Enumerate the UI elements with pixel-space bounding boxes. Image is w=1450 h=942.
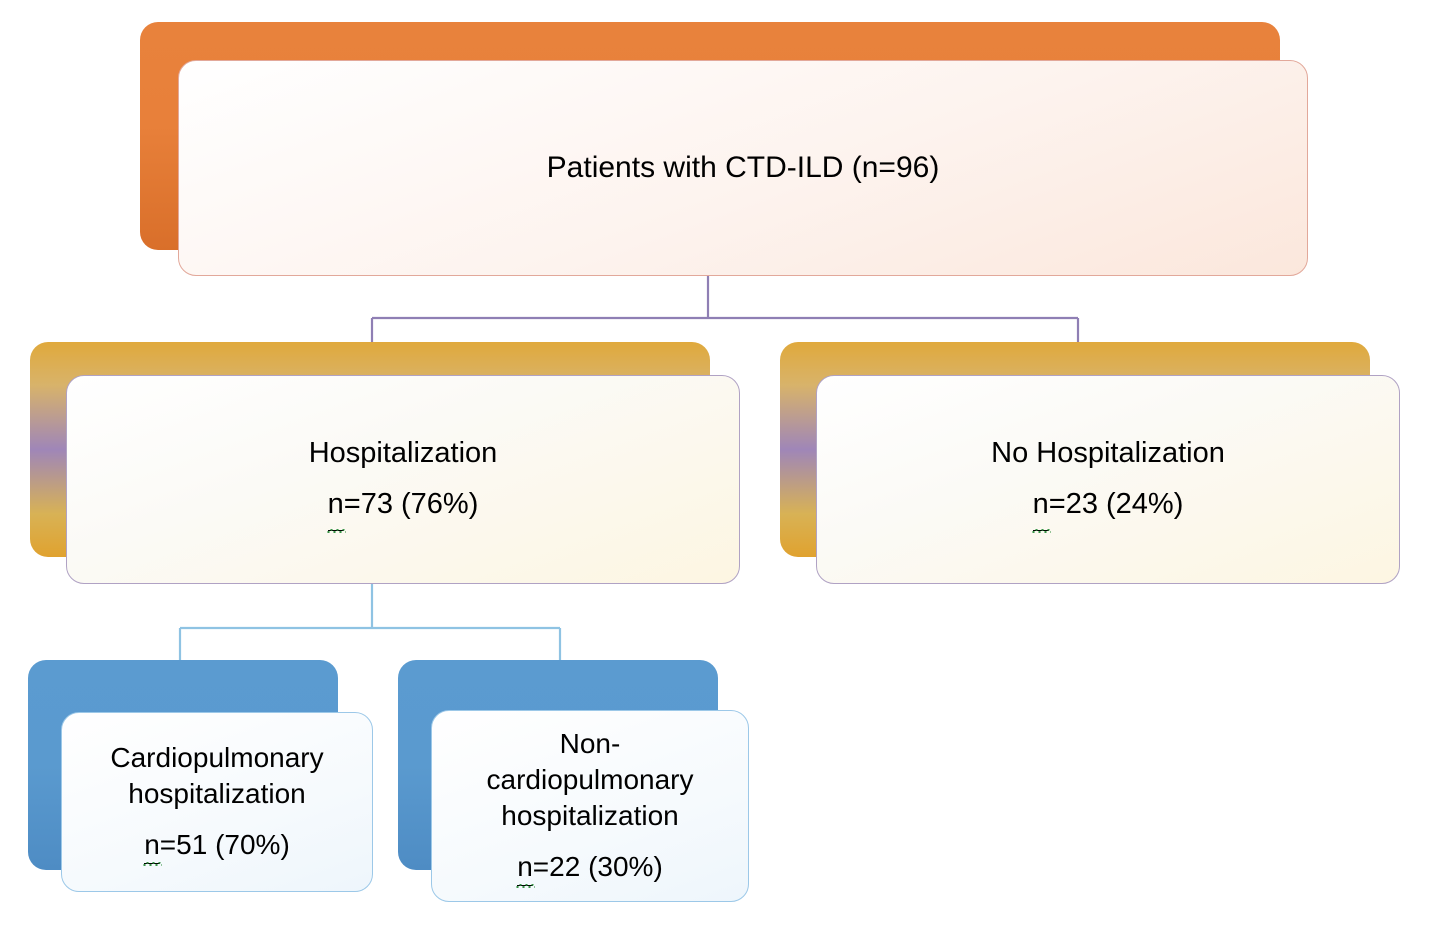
node-non-cardiopulmonary-hospitalization[interactable]	[398, 660, 718, 883]
node-stat	[517, 849, 663, 886]
node-hospitalization[interactable]	[30, 342, 710, 557]
spellcheck-word: n	[328, 479, 344, 531]
node-patients-with-ctd-ild[interactable]	[140, 22, 1280, 250]
node-title: No Hospitalization	[991, 437, 1225, 470]
node-stat-value: =22 (30%)	[532, 851, 663, 883]
node-cardiopulmonary-hospitalization[interactable]	[28, 660, 338, 870]
node-body	[178, 60, 1308, 276]
node-title-line2: hospitalization	[128, 777, 306, 809]
node-stat-value: =51 (70%)	[159, 829, 290, 861]
node-stat	[144, 827, 290, 864]
spellcheck-word: n	[144, 827, 160, 864]
node-stat	[328, 479, 479, 531]
node-title: Patients with CTD-ILD (n=96)	[546, 151, 940, 184]
node-title-line1: Cardiopulmonary	[110, 741, 324, 773]
node-title-line2: cardiopulmonary	[486, 763, 694, 795]
node-title-line3: hospitalization	[501, 799, 679, 831]
node-body	[66, 375, 740, 584]
node-body	[431, 710, 749, 902]
node-body	[61, 712, 373, 892]
node-title-line1: Non-	[559, 727, 621, 759]
node-title: Hospitalization	[308, 437, 498, 470]
spellcheck-word: n	[1033, 479, 1049, 531]
spellcheck-word: n	[517, 849, 533, 886]
node-no-hospitalization[interactable]	[780, 342, 1370, 557]
node-stat	[1033, 479, 1184, 531]
node-stat-value: =23 (24%)	[1048, 488, 1184, 520]
node-body	[816, 375, 1400, 584]
node-stat-value: =73 (76%)	[343, 488, 479, 520]
